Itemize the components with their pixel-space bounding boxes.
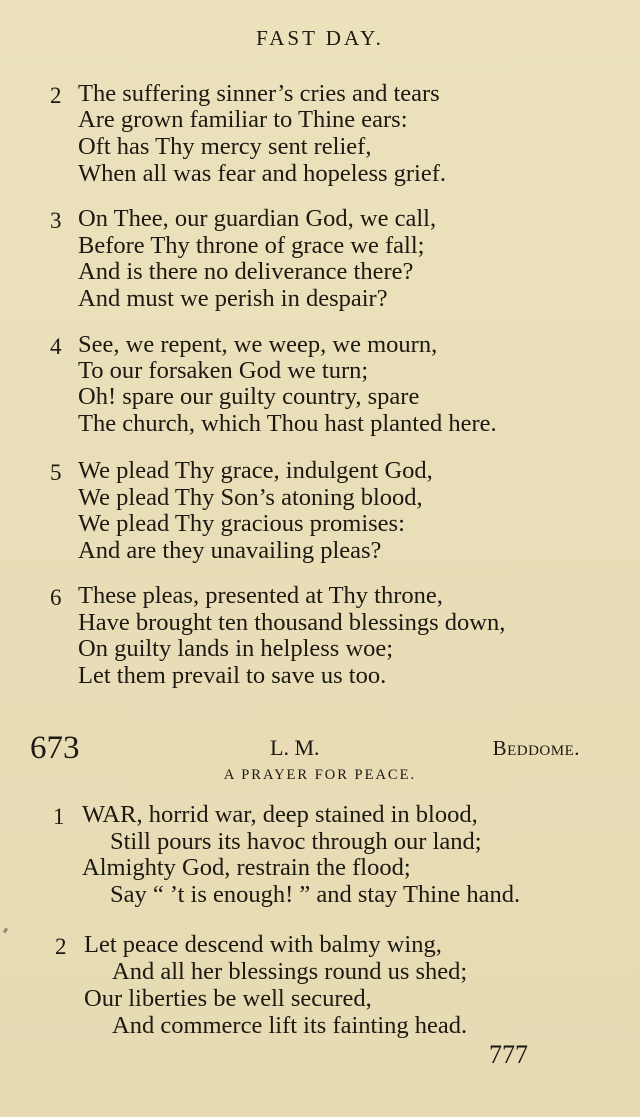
stanza-line: And commerce lift its fainting head. — [112, 1012, 468, 1039]
stanza-line: And are they unavailing pleas? — [78, 537, 382, 564]
stanza-line: Our liberties be well secured, — [84, 985, 372, 1012]
stanza-line: WAR, horrid war, deep stained in blood, — [82, 801, 478, 828]
stanza-number: 5 — [50, 460, 62, 485]
hymn-meter: L. M. — [270, 735, 320, 760]
stanza-line: And is there no deliverance there? — [78, 258, 414, 285]
hymn-header — [0, 730, 640, 766]
stanza-line: We plead Thy Son’s atoning blood, — [78, 484, 423, 511]
stanza-line: Let peace descend with balmy wing, — [84, 931, 442, 958]
stanza-line: These pleas, presented at Thy throne, — [78, 582, 443, 609]
stanza-line: Let them prevail to save us too. — [78, 662, 387, 689]
stanza-line: To our forsaken God we turn; — [78, 357, 369, 384]
stanza-line: The church, which Thou hast planted here. — [78, 410, 497, 437]
stanza-line: Say “ ’t is enough! ” and stay Thine hand. — [110, 881, 521, 908]
stanza-line: When all was fear and hopeless grief. — [78, 160, 447, 187]
hymn-number: 673 — [30, 730, 80, 766]
stanza-line: We plead Thy gracious promises: — [78, 510, 405, 537]
stanza-line: The suffering sinner’s cries and tears — [78, 80, 440, 107]
stanza-number: 2 — [55, 934, 67, 959]
hymn-title: A PRAYER FOR PEACE. — [223, 767, 417, 783]
stanza-line: See, we repent, we weep, we mourn, — [78, 331, 438, 358]
stanza-number: 2 — [50, 83, 62, 108]
stanza-line: On Thee, our guardian God, we call, — [78, 205, 437, 232]
stanza-number: 6 — [50, 585, 62, 610]
stanza-line: Have brought ten thousand blessings down, — [78, 609, 506, 636]
stanza-line: And all her blessings round us shed; — [112, 958, 468, 985]
stanza-number: 4 — [50, 334, 62, 359]
stanza-line: Almighty God, restrain the flood; — [82, 854, 411, 881]
stanza-line: We plead Thy grace, indulgent God, — [78, 457, 433, 484]
stanza-line: And must we perish in despair? — [78, 285, 388, 312]
stanza-line: On guilty lands in helpless woe; — [78, 635, 394, 662]
page-number: 777 — [489, 1040, 528, 1069]
hymn-author: Beddome. — [492, 736, 580, 760]
stanza-line: Are grown familiar to Thine ears: — [78, 106, 408, 133]
stanza-number: 3 — [50, 208, 62, 233]
stanza-line: Oh! spare our guilty country, spare — [78, 383, 420, 410]
running-head: FAST DAY. — [256, 26, 384, 50]
stanza-number: 1 — [53, 804, 65, 829]
stanza-line: Still pours its havoc through our land; — [110, 828, 482, 855]
stanza-line: Before Thy throne of grace we fall; — [78, 232, 425, 259]
paper-speck — [3, 928, 8, 934]
stanza-line: Oft has Thy mercy sent relief, — [78, 133, 372, 160]
